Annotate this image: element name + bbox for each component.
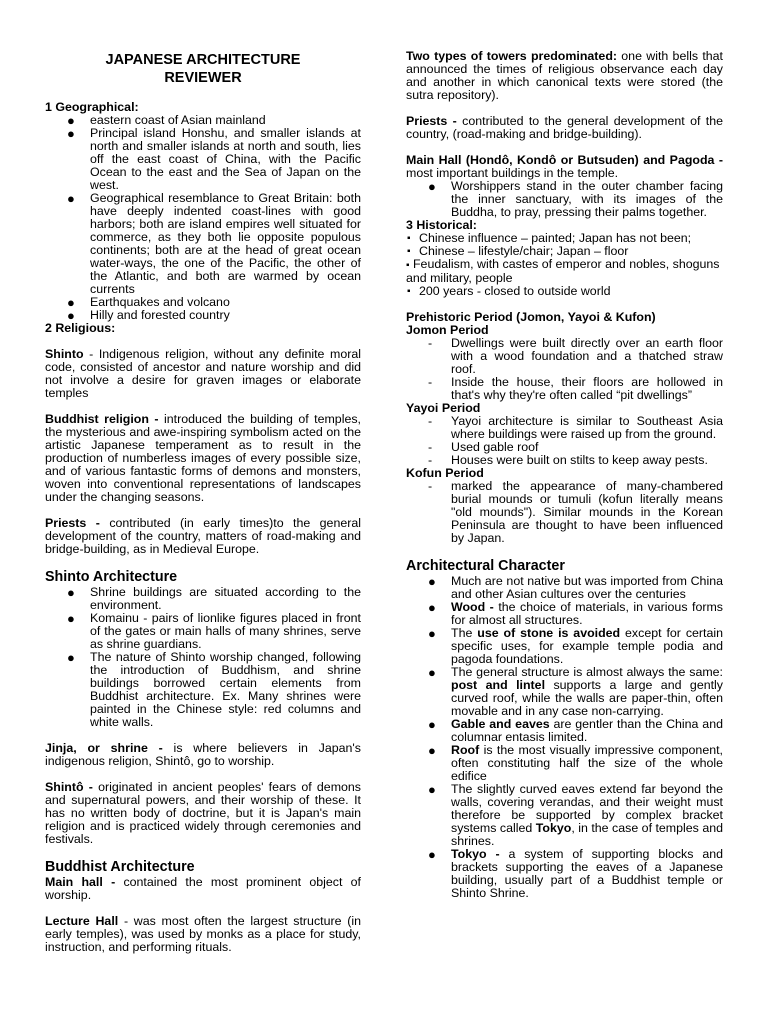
- list-item: ● eastern coast of Asian mainland: [67, 113, 266, 128]
- list-item: ● The slightly curved eaves extend far beyond the walls, covering verandas, and their weight must therefore be supported by complex bracket systems called Tokyo, in the case of temples and shrines.: [428, 782, 723, 848]
- left-column: [45, 50, 361, 954]
- list-item: ● Geographical resemblance to Great Britain: both have deeply indented coast-lines with good harbors; both are island empires well situated for commerce, as they both lie opposite populous continents; both are at the head of great ocean water-ways, the one of the Pacific, the other of the Atlantic, and both are warmed by ocean currents: [67, 191, 361, 296]
- bullet-icon: ●: [428, 179, 436, 194]
- dash-icon: -: [428, 336, 433, 350]
- list-item: ● Much are not native but was imported from China and other Asian cultures over the centuries: [428, 574, 723, 601]
- geographical-heading: 1 Geographical:: [45, 100, 139, 114]
- architectural-character-heading: Architectural Character: [406, 558, 565, 574]
- list-item: ● The use of stone is avoided except for certain specific uses, for example temple podia and pagoda foundations.: [428, 626, 724, 666]
- towers-definition: Two types of towers predominated: one with bells that announced the times of religious observance each day and another in which canonical texts were stored (the sutra repository).: [406, 49, 723, 102]
- list-item: - Inside the house, their floors are hollowed in that's why they're often called “pit dwellings”: [428, 375, 723, 402]
- bullet-icon: ●: [428, 743, 436, 758]
- document-title-line-1: JAPANESE ARCHITECTURE: [105, 52, 301, 68]
- list-item: ● The nature of Shinto worship changed, following the introduction of Buddhism, and shrine buildings borrowed certain elements from Buddhist architecture. Ex. Many shrines were painted in the Chinese style: red columns and white walls.: [67, 650, 361, 729]
- bullet-icon: ●: [428, 574, 436, 589]
- architectural-character-list: [406, 575, 723, 900]
- dash-icon: -: [428, 440, 433, 454]
- prehistoric-heading: Prehistoric Period (Jomon, Yayoi & Kufon): [406, 310, 656, 324]
- bullet-icon: ●: [67, 191, 75, 206]
- priests-definition: Priests - contributed (in early times)to the general development of the country, matters of road-making and bridge-building, as in Medieval Europe.: [45, 516, 361, 556]
- bullet-icon: ●: [67, 611, 75, 626]
- religious-heading: 2 Religious:: [45, 321, 116, 335]
- shinto-origin-definition: Shintô - originated in ancient peoples' fears of demons and supernatural powers, and their worship of these. It has no written body of doctrine, but it is Japan's main religion and is practiced widely through ceremonies and festivals.: [45, 780, 361, 846]
- list-item: ● Principal island Honshu, and smaller islands at north and smaller islands at north and south, lies off the east coast of China, with the Pacific Ocean to the east and the Sea of Japan on the west.: [67, 126, 361, 192]
- priests-general-definition: Priests - contributed to the general development of the country, (road-making and bridge-building).: [406, 114, 723, 141]
- list-item: ● Gable and eaves are gentler than the China and columnar entasis limited.: [428, 717, 723, 744]
- buddhist-religion-definition: Buddhist religion - introduced the building of temples, the mysterious and awe-inspiring symbolism acted on the artistic Japanese temperament as to result in the production of numberless images of every possible size, and of various fantastic forms of demons and monsters, woven into conventional representations of landscapes under the changing seasons.: [45, 412, 361, 504]
- list-item: ● Roof is the most visually impressive component, often constituting half the size of the whole edifice: [428, 743, 723, 783]
- shinto-definition: Shinto - Indigenous religion, without any definite moral code, consisted of ancestor and nature worship and did not involve a desire for graven images or elaborate temples: [45, 347, 361, 400]
- shinto-architecture-heading: Shinto Architecture: [45, 569, 178, 585]
- shinto-architecture-list: [45, 586, 361, 729]
- dash-icon: -: [428, 453, 433, 467]
- jinja-definition: Jinja, or shrine - is where believers in Japan's indigenous religion, Shintô, go to worship.: [45, 741, 361, 768]
- bullet-icon: ●: [67, 126, 75, 141]
- kofun-heading: Kofun Period: [406, 466, 484, 480]
- list-item: ▪ Chinese – lifestyle/chair; Japan – floor: [407, 244, 629, 258]
- jomon-list: [406, 337, 723, 402]
- list-item: - Houses were built on stilts to keep away pests.: [428, 453, 708, 467]
- dash-icon: -: [428, 414, 433, 428]
- dash-icon: -: [428, 375, 433, 389]
- list-item: - Dwellings were built directly over an earth floor with a wood foundation and a thatched straw roof.: [428, 336, 723, 376]
- bullet-icon: ●: [428, 600, 436, 615]
- list-item: ● Wood - the choice of materials, in various forms for almost all structures.: [428, 600, 723, 627]
- bullet-icon: ●: [67, 295, 75, 310]
- list-item: ● Shrine buildings are situated according to the environment.: [67, 585, 361, 612]
- list-item: - Yayoi architecture is similar to Southeast Asia where buildings were raised up from the ground.: [428, 414, 723, 441]
- buddhist-architecture-heading: Buddhist Architecture: [45, 859, 195, 875]
- bullet-icon: ●: [428, 626, 436, 641]
- main-hall-list: [406, 180, 723, 219]
- main-hall-definition: Main hall - contained the most prominent object of worship.: [45, 875, 361, 902]
- jomon-heading: Jomon Period: [406, 323, 489, 337]
- square-bullet-icon: ▪: [407, 246, 411, 257]
- list-item: ● Komainu - pairs of lionlike figures placed in front of the gates or main halls of many shrines, serve as shrine guardians.: [67, 611, 361, 651]
- bullet-icon: ●: [428, 782, 436, 797]
- yayoi-heading: Yayoi Period: [406, 401, 481, 415]
- document-title-line-2: REVIEWER: [164, 70, 242, 86]
- list-item: ● Hilly and forested country: [67, 308, 230, 323]
- bullet-icon: ●: [67, 113, 75, 128]
- bullet-icon: ●: [428, 847, 436, 862]
- lecture-hall-definition: Lecture Hall - was most often the largest structure (in early temples), was used by monks as a place for study, instruction, and performing rituals.: [45, 914, 361, 954]
- bullet-icon: ●: [428, 717, 436, 732]
- list-item: - marked the appearance of many-chambered burial mounds or tumuli (kofun literally means "old mounds"). Similar mounds in the Korean Peninsula are thought to have been influenced by Japan.: [428, 479, 723, 545]
- historical-list: [406, 232, 723, 298]
- historical-heading: 3 Historical:: [406, 218, 477, 232]
- yayoi-list: [406, 415, 723, 467]
- kofun-list: [406, 480, 723, 545]
- list-item: ● The general structure is almost always the same: post and lintel supports a large and gently curved roof, while the walls are paper-thin, often movable and in any case non-carrying.: [428, 665, 723, 718]
- bullet-icon: ●: [428, 665, 436, 680]
- bullet-icon: ●: [67, 650, 75, 665]
- right-column: [406, 50, 723, 900]
- dash-icon: -: [428, 479, 433, 493]
- list-item: ● Worshippers stand in the outer chamber facing the inner sanctuary, with its images of the Buddha, to pray, pressing their palms together.: [428, 179, 723, 219]
- geographical-list: [45, 114, 361, 322]
- list-item: - Used gable roof: [428, 440, 539, 454]
- main-hall-pagoda-definition: Main Hall (Hondô, Kondô or Butsuden) and Pagoda - most important buildings in the temple.: [406, 153, 723, 180]
- square-bullet-icon: ▪: [407, 233, 411, 244]
- bullet-icon: ●: [67, 308, 75, 323]
- square-bullet-icon: ▪: [407, 286, 411, 297]
- list-item: ▪ Feudalism, with castes of emperor and nobles, shoguns and military, people: [406, 257, 720, 285]
- list-item: ▪ Chinese influence – painted; Japan has not been;: [407, 231, 692, 245]
- bullet-icon: ●: [67, 585, 75, 600]
- list-item: ● Tokyo - a system of supporting blocks and brackets supporting the eaves of a Japanese building, usually part of a Buddhist temple or Shinto Shrine.: [428, 847, 723, 900]
- list-item: ● Earthquakes and volcano: [67, 295, 230, 310]
- square-bullet-icon: ▪: [406, 260, 410, 271]
- list-item: ▪ 200 years - closed to outside world: [407, 284, 611, 298]
